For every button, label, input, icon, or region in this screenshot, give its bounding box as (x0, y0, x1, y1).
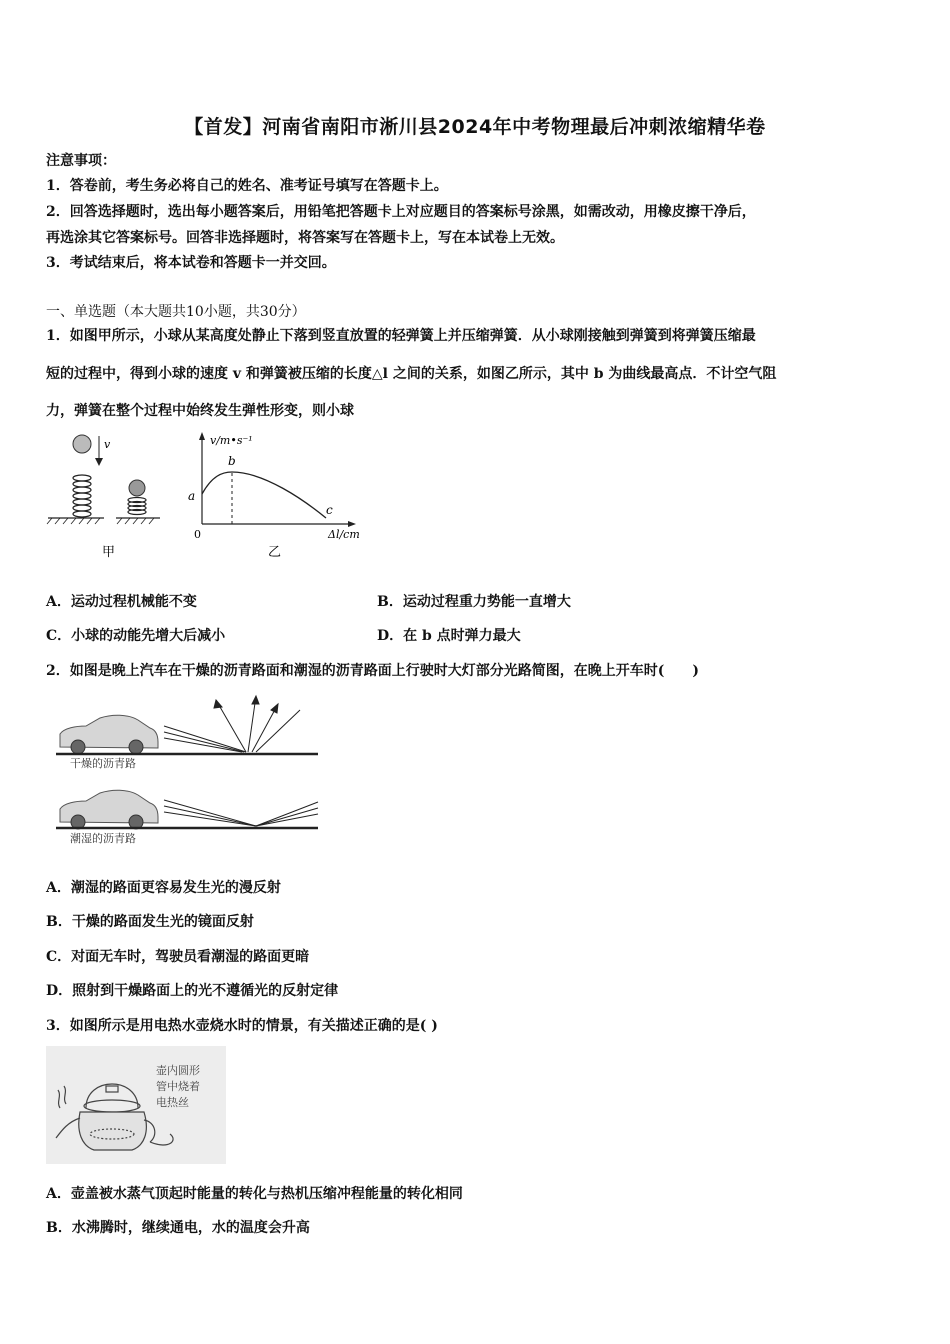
kettle-label-line: 管中烧着 (156, 1080, 200, 1093)
origin-label: 0 (194, 528, 201, 541)
q3-option-b[interactable]: B．水沸腾时，继续通电，水的温度会升高 (46, 1220, 310, 1236)
q2-option-c[interactable]: C．对面无车时，驾驶员看潮湿的路面更暗 (46, 949, 310, 965)
q1-option-c[interactable]: C．小球的动能先增大后减小 (46, 628, 226, 644)
dry-light-rays (164, 696, 300, 752)
v-dl-graph (188, 432, 360, 560)
section-heading: 一、单选题（本大题共10小题，共30分） (46, 304, 306, 320)
notice-item: 3．考试结束后，将本试卷和答题卡一并交回。 (46, 255, 336, 271)
notice-item: 1．答卷前，考生务必将自己的姓名、准考证号填写在答题卡上。 (46, 178, 448, 194)
page-title: 【首发】河南省南阳市淅川县2024年中考物理最后冲刺浓缩精华卷 (184, 116, 766, 138)
notice-item: 再选涂其它答案标号。回答非选择题时，将答案写在答题卡上，写在本试卷上无效。 (46, 230, 564, 246)
v-curve (202, 472, 326, 518)
caption-jia: 甲 (102, 545, 116, 560)
q2-stem: 2．如图是晚上汽车在干燥的沥青路面和潮湿的沥青路面上行驶时大灯部分光路简图，在晚上开车时( ) (46, 663, 699, 679)
q1-figure (44, 428, 384, 568)
notice-item: 2．回答选择题时，选出每小题答案后，用铅笔把答题卡上对应题目的答案标号涂黑，如需改动，用橡皮擦干净后， (46, 204, 756, 220)
wet-light-rays (164, 800, 318, 826)
y-axis-label: v/m•s⁻¹ (210, 434, 253, 447)
q1-stem-line: 1．如图甲所示，小球从某高度处静止下落到竖直放置的轻弹簧上并压缩弹簧．从小球刚接触到弹簧到将弹簧压缩最 (46, 328, 756, 344)
q3-kettle-figure (46, 1046, 226, 1164)
q3-option-a[interactable]: A．壶盖被水蒸气顶起时能量的转化与热机压缩冲程能量的转化相同 (46, 1186, 463, 1202)
q1-option-d[interactable]: D．在 b 点时弹力最大 (377, 628, 521, 644)
kettle-label-line: 电热丝 (156, 1096, 189, 1109)
car-dry-road (60, 715, 158, 754)
caption-wet-road: 潮湿的沥青路 (70, 832, 136, 845)
caption-dry-road: 干燥的沥青路 (70, 757, 136, 770)
ball-on-spring (129, 480, 145, 496)
spring-uncompressed (73, 475, 91, 517)
point-a-label: a (188, 489, 196, 503)
q2-figure (56, 692, 326, 852)
x-axis-label: Δl/cm (328, 528, 360, 541)
q1-option-b[interactable]: B．运动过程重力势能一直增大 (377, 594, 571, 610)
q1-stem-line: 短的过程中，得到小球的速度 v 和弹簧被压缩的长度△l 之间的关系，如图乙所示，其中 b 为曲线最高点．不计空气阻 (46, 366, 777, 382)
q2-option-b[interactable]: B．干燥的路面发生光的镜面反射 (46, 914, 254, 930)
spring-compressed (128, 498, 146, 515)
q2-option-a[interactable]: A．潮湿的路面更容易发生光的漫反射 (46, 880, 281, 896)
kettle-label-line: 壶内圆形 (156, 1064, 200, 1077)
point-b-label: b (228, 454, 236, 468)
point-c-label: c (326, 503, 333, 517)
velocity-symbol: v (104, 438, 111, 451)
caption-yi: 乙 (268, 545, 282, 560)
car-wet-road (60, 790, 158, 829)
notice-heading: 注意事项： (46, 153, 116, 169)
falling-ball (73, 435, 91, 453)
q1-option-a[interactable]: A．运动过程机械能不变 (46, 594, 197, 610)
q1-stem-line: 力，弹簧在整个过程中始终发生弹性形变，则小球 (46, 403, 354, 419)
q3-stem: 3．如图所示是用电热水壶烧水时的情景，有关描述正确的是( ) (46, 1018, 438, 1034)
q2-option-d[interactable]: D．照射到干燥路面上的光不遵循光的反射定律 (46, 983, 339, 999)
